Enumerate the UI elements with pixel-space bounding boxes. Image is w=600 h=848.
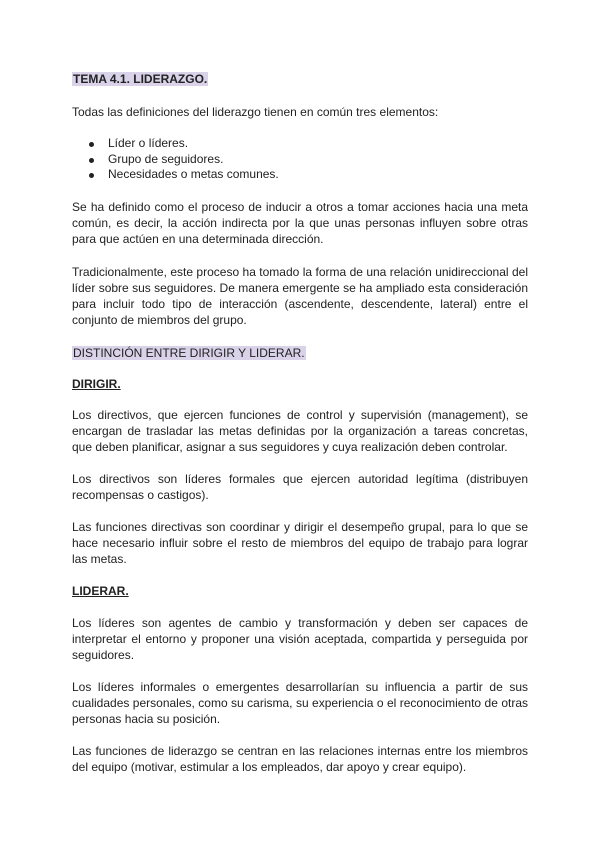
elements-list: [72, 136, 279, 183]
distinction-heading-row: [72, 345, 528, 361]
dirigir-paragraph-2: Los directivos son líderes formales que ejercen autoridad legítima (distribuyen recompensas o castigos).: [72, 472, 528, 502]
section-title: TEMA 4.1. LIDERAZGO.: [73, 72, 208, 86]
list-item: Grupo de seguidores.: [72, 152, 279, 168]
distinction-heading: DISTINCIÓN ENTRE DIRIGIR Y LIDERAR.: [73, 346, 305, 360]
tradition-paragraph: Tradicionalmente, este proceso ha tomado la forma de una relación unidireccional del líder sobre sus seguidores. De manera emergente se ha ampliado esta consideración para incluir todo tipo de interacción (ascendente, descendente, lateral) entre el conjunto de miembros del grupo.: [72, 265, 528, 327]
dirigir-paragraph-1: Los directivos, que ejercen funciones de control y supervisión (management), se encargan de trasladar las metas definidas por la organización a tareas concretas, que deben planificar, asignar a sus seguidores y cuya realización deben controlar.: [72, 408, 528, 454]
liderar-heading: LIDERAR.: [72, 584, 129, 598]
dirigir-heading-row: [72, 376, 528, 392]
list-item: Líder o líderes.: [72, 136, 279, 152]
dirigir-heading: DIRIGIR.: [72, 377, 121, 391]
section-title-row: [72, 71, 528, 87]
liderar-paragraph-3: Las funciones de liderazgo se centran en las relaciones internas entre los miembros del equipo (motivar, estimular a los empleados, dar apoyo y crear equipo).: [72, 744, 528, 774]
liderar-paragraph-1: Los líderes son agentes de cambio y transformación y deben ser capaces de interpretar el entorno y proponer una visión aceptada, compartida y perseguida por seguidores.: [72, 616, 528, 662]
intro-paragraph: Todas las definiciones del liderazgo tienen en común tres elementos:: [72, 105, 439, 119]
dirigir-paragraph-3: Las funciones directivas son coordinar y dirigir el desempeño grupal, para lo que se hace necesario influir sobre el resto de miembros del equipo de trabajo para lograr las metas.: [72, 520, 528, 566]
definition-paragraph: Se ha definido como el proceso de inducir a otros a tomar acciones hacia una meta común, es decir, la acción indirecta por la que unas personas influyen sobre otras para que actúen en una determinada dirección.: [72, 200, 528, 246]
liderar-heading-row: [72, 583, 528, 599]
list-item: Necesidades o metas comunes.: [72, 167, 279, 183]
liderar-paragraph-2: Los líderes informales o emergentes desarrollarían su influencia a partir de sus cualidades personales, como su carisma, su experiencia o el reconocimiento de otras personas hacia su posición.: [72, 680, 528, 726]
